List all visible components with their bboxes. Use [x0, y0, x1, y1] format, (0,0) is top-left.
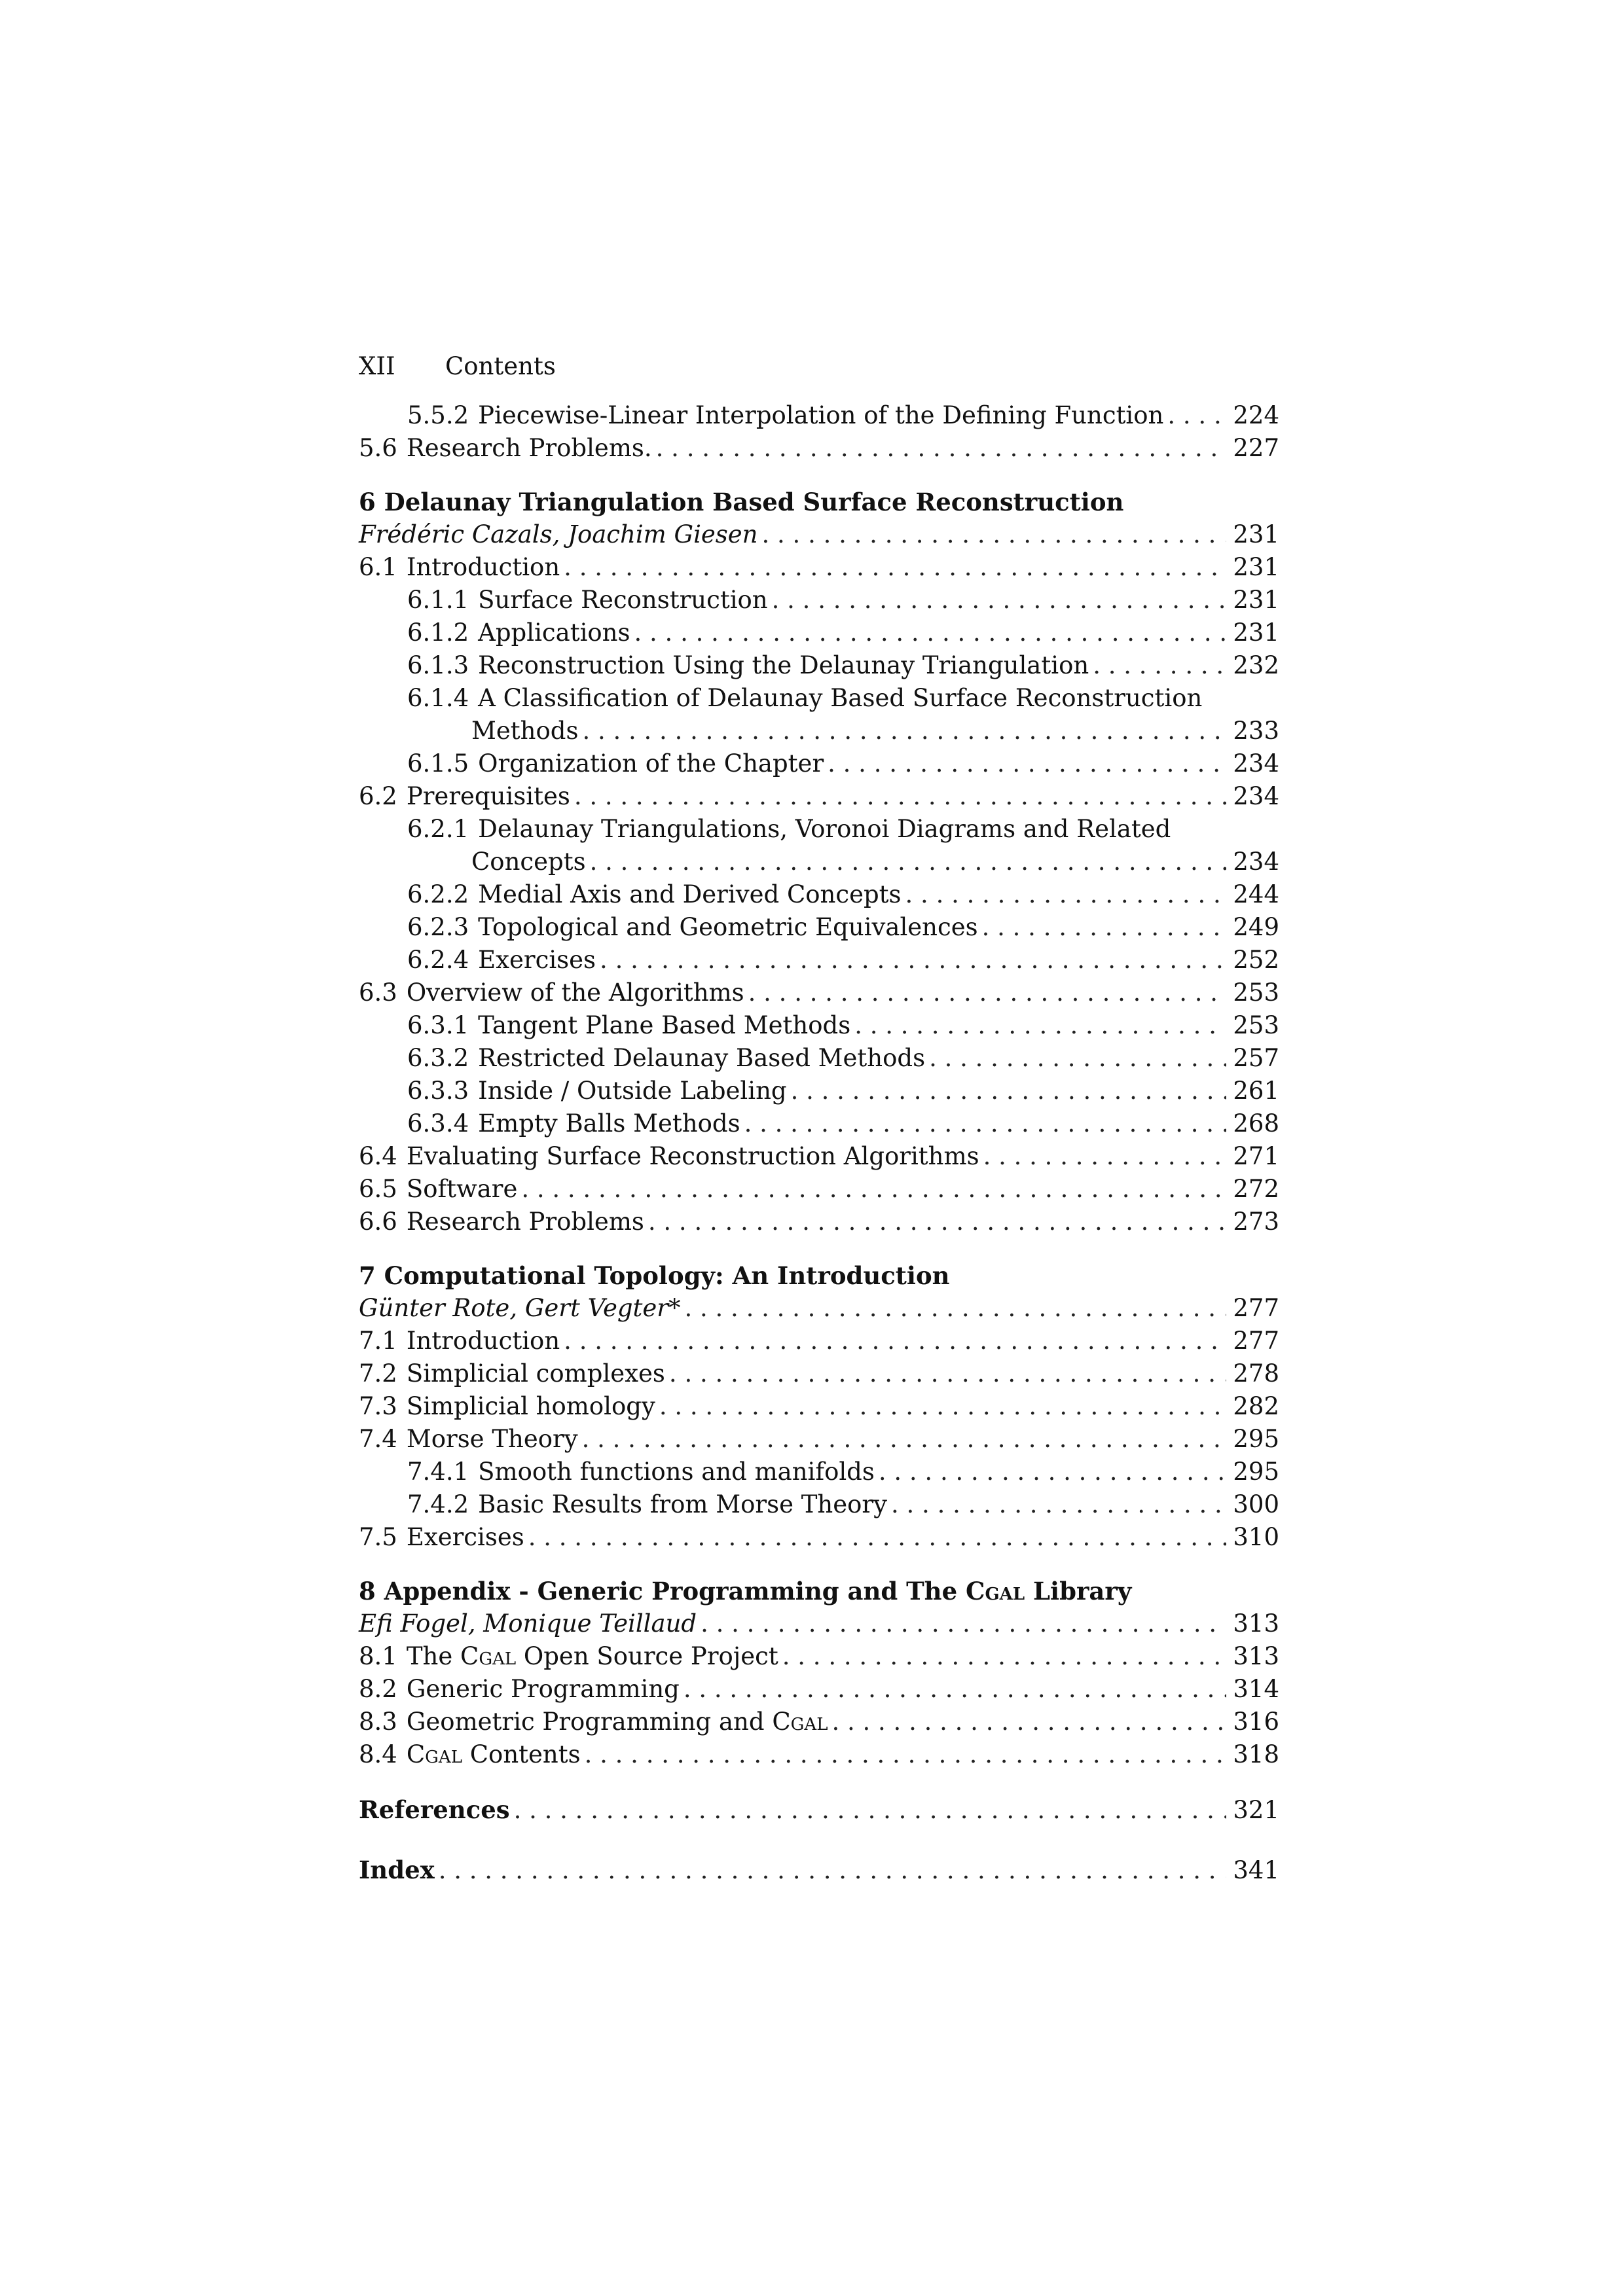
- toc-entry[interactable]: [359, 1488, 1279, 1521]
- entry-title: Piecewise-Linear Interpolation of the Defining Function: [478, 401, 1164, 429]
- dot-leader: [439, 1854, 1227, 1887]
- page-ref: 318: [1233, 1740, 1279, 1768]
- entry-title: Inside / Outside Labeling: [478, 1077, 787, 1105]
- toc-entry[interactable]: [359, 1206, 1279, 1238]
- page-ref: 257: [1233, 1044, 1279, 1072]
- dot-leader: [600, 944, 1226, 977]
- entry-title: Smooth functions and manifolds: [478, 1458, 875, 1486]
- dot-leader: [982, 911, 1227, 944]
- page-ref: 231: [1233, 586, 1279, 614]
- toc-entry[interactable]: [359, 1673, 1279, 1706]
- page-ref: 295: [1233, 1425, 1279, 1453]
- running-title: Contents: [445, 352, 556, 380]
- entry-title: [407, 1706, 828, 1738]
- toc-entry[interactable]: [359, 649, 1279, 682]
- entry-number: 6.2: [359, 782, 397, 810]
- toc-entry[interactable]: [359, 682, 1279, 715]
- entry-number: 6.1.2: [407, 619, 469, 647]
- dot-leader: [782, 1640, 1227, 1673]
- entry-title: Empty Balls Methods: [478, 1109, 740, 1138]
- dot-leader: [574, 780, 1227, 813]
- entry-title: Surface Reconstruction: [478, 586, 768, 614]
- dot-leader: [684, 1673, 1227, 1706]
- toc-entry[interactable]: [359, 1107, 1279, 1140]
- page-ref: 341: [1233, 1856, 1279, 1884]
- entry-number: 6.3.1: [407, 1011, 469, 1039]
- entry-title: Software: [406, 1175, 518, 1203]
- page-ref: 272: [1233, 1175, 1279, 1203]
- entry-number: 7.4.1: [407, 1458, 469, 1486]
- toc-entry[interactable]: [359, 1640, 1279, 1673]
- page-ref: 273: [1233, 1208, 1279, 1236]
- entry-number: 6.1.1: [407, 586, 469, 614]
- entry-number: 6.1.5: [407, 749, 469, 778]
- dot-leader: [590, 846, 1227, 878]
- entry-number: 6.2.1: [407, 815, 469, 843]
- entry-number: 7.4: [359, 1425, 397, 1453]
- toc-entry[interactable]: [359, 1521, 1279, 1554]
- toc-entry[interactable]: [359, 432, 1279, 465]
- toc-entry[interactable]: [359, 1325, 1279, 1357]
- dot-leader: [828, 747, 1226, 780]
- toc-entry[interactable]: [359, 780, 1279, 813]
- page-ref: 234: [1233, 749, 1279, 778]
- page-ref: 295: [1233, 1458, 1279, 1486]
- entry-title: [407, 1738, 581, 1771]
- toc-entry[interactable]: [359, 911, 1279, 944]
- page-ref: 313: [1233, 1609, 1279, 1638]
- dot-leader: [669, 1357, 1226, 1390]
- title-part: Generic Programming: [406, 1675, 680, 1703]
- page-ref: 231: [1233, 619, 1279, 647]
- entry-number: 8.3: [359, 1708, 397, 1736]
- entry-number: 6.3.2: [407, 1044, 469, 1072]
- chapter-8-heading[interactable]: [359, 1575, 1279, 1607]
- chapter-7-heading[interactable]: 7 Computational Topology: An Introduction: [359, 1261, 950, 1290]
- cgal-name: Cgal: [460, 1642, 517, 1670]
- dot-leader: [634, 617, 1227, 649]
- entry-title-continuation: Concepts: [471, 848, 586, 876]
- dot-leader: [528, 1521, 1227, 1554]
- entry-number: 7.1: [359, 1327, 397, 1355]
- dot-leader: [582, 715, 1226, 747]
- chapter-8-authors[interactable]: [359, 1607, 1279, 1640]
- entry-title-continuation: Methods: [471, 717, 579, 745]
- dot-leader: [983, 1140, 1227, 1173]
- entry-title: Morse Theory: [406, 1425, 578, 1453]
- entry-title: Index: [359, 1856, 435, 1884]
- toc-entry[interactable]: [359, 617, 1279, 649]
- toc-entry[interactable]: [359, 584, 1279, 617]
- entry-number: 6.3.4: [407, 1109, 469, 1138]
- toc-entry[interactable]: [359, 1173, 1279, 1206]
- toc-page: [359, 350, 1279, 1886]
- entry-number: 6.1: [359, 553, 397, 581]
- toc-entry[interactable]: [359, 878, 1279, 911]
- title-part: Open Source Project: [523, 1642, 778, 1670]
- page-ref: 227: [1233, 434, 1279, 462]
- dot-leader: [879, 1456, 1227, 1488]
- dot-leader: [684, 1292, 1226, 1325]
- page-ref: 253: [1233, 1011, 1279, 1039]
- page-ref: 261: [1233, 1077, 1279, 1105]
- dot-leader: [582, 1423, 1227, 1456]
- entry-number: 8.1: [359, 1642, 397, 1670]
- page-ref: 232: [1233, 651, 1279, 679]
- continued-entries: [359, 399, 1279, 465]
- entry-title: Research Problems.: [406, 434, 652, 462]
- page-ref: 224: [1233, 401, 1279, 429]
- entry-title: Organization of the Chapter: [478, 749, 824, 778]
- entry-number: 8.2: [359, 1675, 397, 1703]
- toc-entry[interactable]: [359, 1357, 1279, 1390]
- title-part: The: [406, 1642, 453, 1670]
- toc-entry[interactable]: [359, 1738, 1279, 1771]
- entry-title: Applications: [478, 619, 630, 647]
- entry-title: Research Problems: [406, 1208, 644, 1236]
- toc-entry[interactable]: [359, 1140, 1279, 1173]
- entry-title: Overview of the Algorithms: [406, 978, 744, 1007]
- dot-leader: [656, 432, 1227, 465]
- page-ref: 252: [1233, 946, 1279, 974]
- dot-leader: [1093, 649, 1226, 682]
- cgal-name: Cgal: [406, 1740, 462, 1768]
- entry-title: Evaluating Surface Reconstruction Algorithms: [406, 1142, 979, 1170]
- cgal-name: Cgal: [966, 1577, 1025, 1605]
- toc-entry[interactable]: [359, 977, 1279, 1009]
- page-ref: 234: [1233, 848, 1279, 876]
- entry-title: Introduction: [406, 553, 560, 581]
- entry-title: Topological and Geometric Equivalences: [478, 913, 978, 941]
- dot-leader: [772, 584, 1227, 617]
- entry-number: 6.2.3: [407, 913, 469, 941]
- running-header: [359, 350, 1279, 383]
- chapter-7-authors[interactable]: [359, 1292, 1279, 1325]
- entry-number: 6.1.3: [407, 651, 469, 679]
- entry-number: 6.1.4: [407, 684, 469, 712]
- page-ref: 278: [1233, 1359, 1279, 1388]
- entry-number: 6.3: [359, 978, 397, 1007]
- page-ref: 282: [1233, 1392, 1279, 1420]
- dot-leader: [748, 977, 1227, 1009]
- page-ref: 271: [1233, 1142, 1279, 1170]
- page-number: XII: [359, 352, 395, 380]
- entry-title: Introduction: [406, 1327, 560, 1355]
- dot-leader: [564, 1325, 1226, 1357]
- dot-leader: [1167, 399, 1226, 432]
- entry-number: 6.3.3: [407, 1077, 469, 1105]
- entry-number: 5.6: [359, 434, 397, 462]
- toc-entry[interactable]: [359, 1456, 1279, 1488]
- toc-entry[interactable]: [359, 1009, 1279, 1042]
- heading-part: Library: [1033, 1577, 1132, 1605]
- chapter-7-entries: [359, 1325, 1279, 1554]
- page-ref: 310: [1233, 1523, 1279, 1551]
- dot-leader: [905, 878, 1227, 911]
- page-ref: 244: [1233, 880, 1279, 908]
- page-ref: 231: [1233, 553, 1279, 581]
- entry-number: 5.5.2: [407, 401, 469, 429]
- entry-number: 8.4: [359, 1740, 397, 1768]
- entry-title: [407, 1640, 778, 1673]
- toc-entry[interactable]: [359, 1706, 1279, 1738]
- dot-leader: [929, 1042, 1226, 1075]
- authors-text: Günter Rote, Gert Vegter*: [359, 1294, 681, 1322]
- entry-title: Prerequisites: [406, 782, 570, 810]
- toc-entry[interactable]: [359, 1075, 1279, 1107]
- page-ref: 268: [1233, 1109, 1279, 1138]
- entry-number: 7.3: [359, 1392, 397, 1420]
- dot-leader: [514, 1794, 1227, 1827]
- chapter-6-entries: [359, 551, 1279, 1238]
- toc-entry[interactable]: [359, 551, 1279, 584]
- page-ref: 277: [1233, 1327, 1279, 1355]
- entry-number: 7.2: [359, 1359, 397, 1388]
- toc-entry-continuation[interactable]: [359, 846, 1279, 878]
- entry-title: Simplicial homology: [406, 1392, 655, 1420]
- entry-title: [407, 1673, 680, 1706]
- page-ref: 231: [1233, 520, 1279, 548]
- toc-entry[interactable]: [359, 747, 1279, 780]
- page-ref: 249: [1233, 913, 1279, 941]
- dot-leader: [744, 1107, 1227, 1140]
- entry-number: 7.4.2: [407, 1490, 469, 1518]
- dot-leader: [585, 1738, 1227, 1771]
- dot-leader: [659, 1390, 1227, 1423]
- toc-entry[interactable]: [359, 813, 1279, 846]
- entry-title: Restricted Delaunay Based Methods: [478, 1044, 926, 1072]
- entry-title: Basic Results from Morse Theory: [478, 1490, 888, 1518]
- title-part: Geometric Programming and: [406, 1708, 765, 1736]
- dot-leader: [701, 1607, 1226, 1640]
- entry-number: 7.5: [359, 1523, 397, 1551]
- page-ref: 314: [1233, 1675, 1279, 1703]
- dot-leader: [762, 518, 1227, 551]
- entry-number: 6.2.2: [407, 880, 469, 908]
- chapter-6-authors[interactable]: [359, 518, 1279, 551]
- toc-entry[interactable]: [359, 1423, 1279, 1456]
- cgal-name: Cgal: [772, 1708, 828, 1736]
- authors-text: Efi Fogel, Monique Teillaud: [359, 1609, 697, 1638]
- entry-number: 6.5: [359, 1175, 397, 1203]
- dot-leader: [854, 1009, 1226, 1042]
- heading-part: 8 Appendix - Generic Programming and The: [359, 1577, 958, 1605]
- page-ref: 300: [1233, 1490, 1279, 1518]
- entry-number: 6.2.4: [407, 946, 469, 974]
- entry-title: Tangent Plane Based Methods: [478, 1011, 851, 1039]
- entry-title: Exercises: [478, 946, 596, 974]
- index-entry[interactable]: [359, 1854, 1279, 1886]
- dot-leader: [891, 1488, 1226, 1521]
- dot-leader: [648, 1206, 1226, 1238]
- page-ref: 321: [1233, 1796, 1279, 1824]
- entry-number: 6.6: [359, 1208, 397, 1236]
- entry-title: References: [359, 1795, 510, 1824]
- entry-number: 6.4: [359, 1142, 397, 1170]
- page-ref: 233: [1233, 717, 1279, 745]
- page-ref: 234: [1233, 782, 1279, 810]
- toc-entry[interactable]: [359, 1390, 1279, 1423]
- chapter-6-heading[interactable]: 6 Delaunay Triangulation Based Surface Reconstruction: [359, 488, 1124, 516]
- authors-text: Frédéric Cazals, Joachim Giesen: [359, 520, 758, 548]
- entry-title: Simplicial complexes: [406, 1359, 665, 1388]
- entry-title: Reconstruction Using the Delaunay Triangulation: [478, 651, 1089, 679]
- toc-entry-continuation[interactable]: [359, 715, 1279, 747]
- entry-title: Delaunay Triangulations, Voronoi Diagrams and Related: [478, 815, 1171, 843]
- page-ref: 253: [1233, 978, 1279, 1007]
- toc-entry[interactable]: [359, 399, 1279, 432]
- toc-entry[interactable]: [359, 1042, 1279, 1075]
- toc-entry[interactable]: [359, 944, 1279, 977]
- chapter-8-entries: [359, 1640, 1279, 1771]
- title-part: Contents: [469, 1740, 581, 1768]
- dot-leader: [831, 1706, 1226, 1738]
- entry-title: Medial Axis and Derived Concepts: [478, 880, 902, 908]
- entry-title: Exercises: [406, 1523, 524, 1551]
- dot-leader: [791, 1075, 1227, 1107]
- dot-leader: [521, 1173, 1226, 1206]
- page-ref: 277: [1233, 1294, 1279, 1322]
- dot-leader: [564, 551, 1226, 584]
- page-ref: 316: [1233, 1708, 1279, 1736]
- entry-title: A Classification of Delaunay Based Surface Reconstruction: [478, 684, 1203, 712]
- page-ref: 313: [1233, 1642, 1279, 1670]
- references-entry[interactable]: [359, 1793, 1279, 1826]
